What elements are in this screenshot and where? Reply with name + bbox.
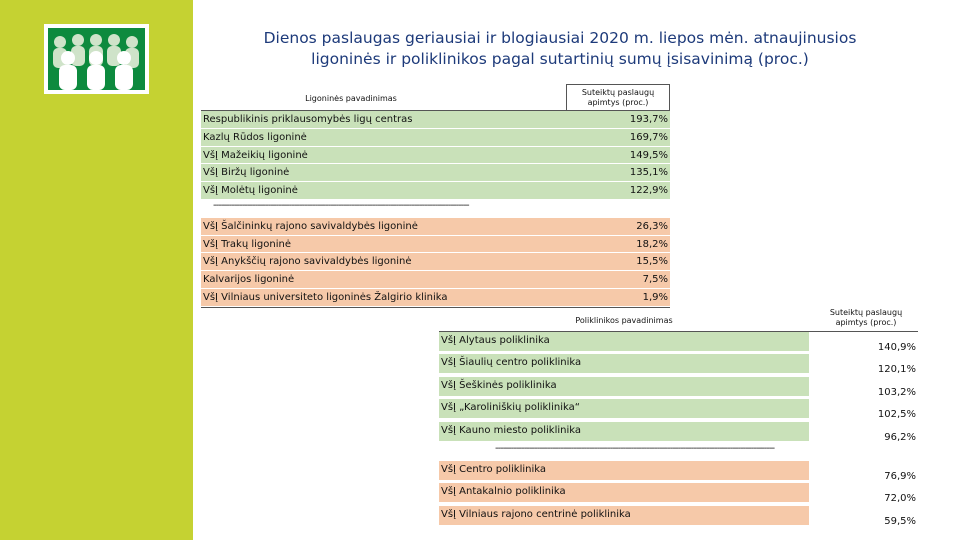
table-row bbox=[439, 506, 918, 528]
polyclinic-name: VšĮ Vilniaus rajono centrinė poliklinika bbox=[439, 506, 809, 525]
polyclinic-value: 140,9% bbox=[877, 342, 916, 353]
table-row bbox=[439, 377, 918, 399]
hospital-value: 149,5% bbox=[629, 149, 668, 161]
hospitals-name-header: Ligoninės pavadinimas bbox=[305, 94, 397, 103]
hospital-name: VšĮ Vilniaus universiteto ligoninės Žalgirio klinika bbox=[203, 291, 448, 303]
table-row bbox=[201, 129, 670, 147]
table-row bbox=[201, 147, 670, 165]
hospital-name: Kalvarijos ligoninė bbox=[203, 274, 295, 286]
polyclinic-name: VšĮ „Karoliniškių poliklinika“ bbox=[439, 399, 809, 418]
polyclinic-name: VšĮ Šeškinės poliklinika bbox=[439, 377, 809, 396]
hospital-value: 1,9% bbox=[642, 291, 668, 303]
page-title bbox=[200, 28, 920, 70]
hospital-name: VšĮ Šalčininkų rajono savivaldybės ligoninė bbox=[203, 220, 418, 232]
table-row bbox=[201, 271, 670, 289]
hospital-value: 15,5% bbox=[636, 256, 668, 268]
title-line-2: ligoninės ir poliklinikos pagal sutartinių sumų įsisavinimą (proc.) bbox=[311, 50, 809, 68]
polyclinic-name: VšĮ Antakalnio poliklinika bbox=[439, 483, 809, 502]
hospital-value: 169,7% bbox=[629, 131, 668, 143]
hospital-value: 7,5% bbox=[642, 274, 668, 286]
sidebar-panel bbox=[0, 0, 193, 540]
polyclinics-value-header: Suteiktų paslaugų apimtys (proc.) bbox=[829, 308, 903, 327]
hospital-name: VšĮ Mažeikių ligoninė bbox=[203, 149, 308, 161]
polyclinics-name-header: Poliklinikos pavadinimas bbox=[575, 316, 673, 325]
hospital-name: VšĮ Trakų ligoninė bbox=[203, 238, 291, 250]
hospitals-table-header bbox=[201, 84, 670, 111]
table-row bbox=[439, 461, 918, 483]
logo bbox=[44, 24, 149, 94]
hospital-value: 135,1% bbox=[629, 167, 668, 179]
table-row bbox=[201, 253, 670, 271]
table-row bbox=[201, 164, 670, 182]
polyclinic-value: 120,1% bbox=[877, 364, 916, 376]
hospital-value: 18,2% bbox=[636, 238, 668, 250]
table-row bbox=[439, 422, 918, 444]
polyclinic-value: 72,0% bbox=[884, 493, 916, 505]
title-line-1: Dienos paslaugas geriausiai ir blogiausiai 2020 m. liepos mėn. atnaujinusios bbox=[263, 29, 857, 47]
hospital-name: VšĮ Biržų ligoninė bbox=[203, 167, 290, 179]
hospital-name: Kazlų Rūdos ligoninė bbox=[203, 131, 307, 143]
polyclinic-value: 59,5% bbox=[884, 515, 916, 527]
hospitals-value-header: Suteiktų paslaugų apimtys (proc.) bbox=[566, 84, 670, 111]
polyclinic-name: VšĮ Centro poliklinika bbox=[439, 461, 809, 480]
hospitals-table bbox=[201, 84, 670, 308]
table-row bbox=[439, 399, 918, 421]
polyclinics-table-header bbox=[439, 308, 918, 332]
table-row bbox=[201, 236, 670, 254]
table-row bbox=[201, 111, 670, 129]
polyclinic-value: 76,9% bbox=[884, 470, 916, 482]
polyclinic-name: VšĮ Alytaus poliklinika bbox=[439, 332, 809, 351]
hospitals-separator: -------------------------------------------------------------------------------------------------- bbox=[213, 199, 469, 211]
polyclinic-value: 102,5% bbox=[877, 409, 916, 421]
polyclinic-value: 103,2% bbox=[877, 386, 916, 398]
table-row bbox=[201, 289, 670, 307]
polyclinics-table bbox=[439, 308, 918, 528]
hospital-value: 26,3% bbox=[636, 220, 668, 232]
hospital-name: Respublikinis priklausomybės ligų centras bbox=[203, 114, 413, 125]
table-row bbox=[439, 332, 918, 354]
table-row bbox=[439, 354, 918, 376]
people-logo-icon bbox=[48, 28, 145, 90]
polyclinic-name: VšĮ Šiaulių centro poliklinika bbox=[439, 354, 809, 373]
hospital-value: 193,7% bbox=[629, 114, 668, 125]
table-row bbox=[201, 218, 670, 236]
polyclinic-value: 96,2% bbox=[884, 431, 916, 443]
table-row bbox=[201, 182, 670, 200]
polyclinic-name: VšĮ Kauno miesto poliklinika bbox=[439, 422, 809, 441]
table-row bbox=[439, 483, 918, 505]
hospital-name: VšĮ Molėtų ligoninė bbox=[203, 185, 298, 197]
hospital-value: 122,9% bbox=[629, 185, 668, 197]
hospital-name: VšĮ Anykščių rajono savivaldybės ligoninė bbox=[203, 256, 412, 268]
polyclinics-separator: ----------------------------------------------------------------------------------------------------------- bbox=[495, 443, 775, 454]
